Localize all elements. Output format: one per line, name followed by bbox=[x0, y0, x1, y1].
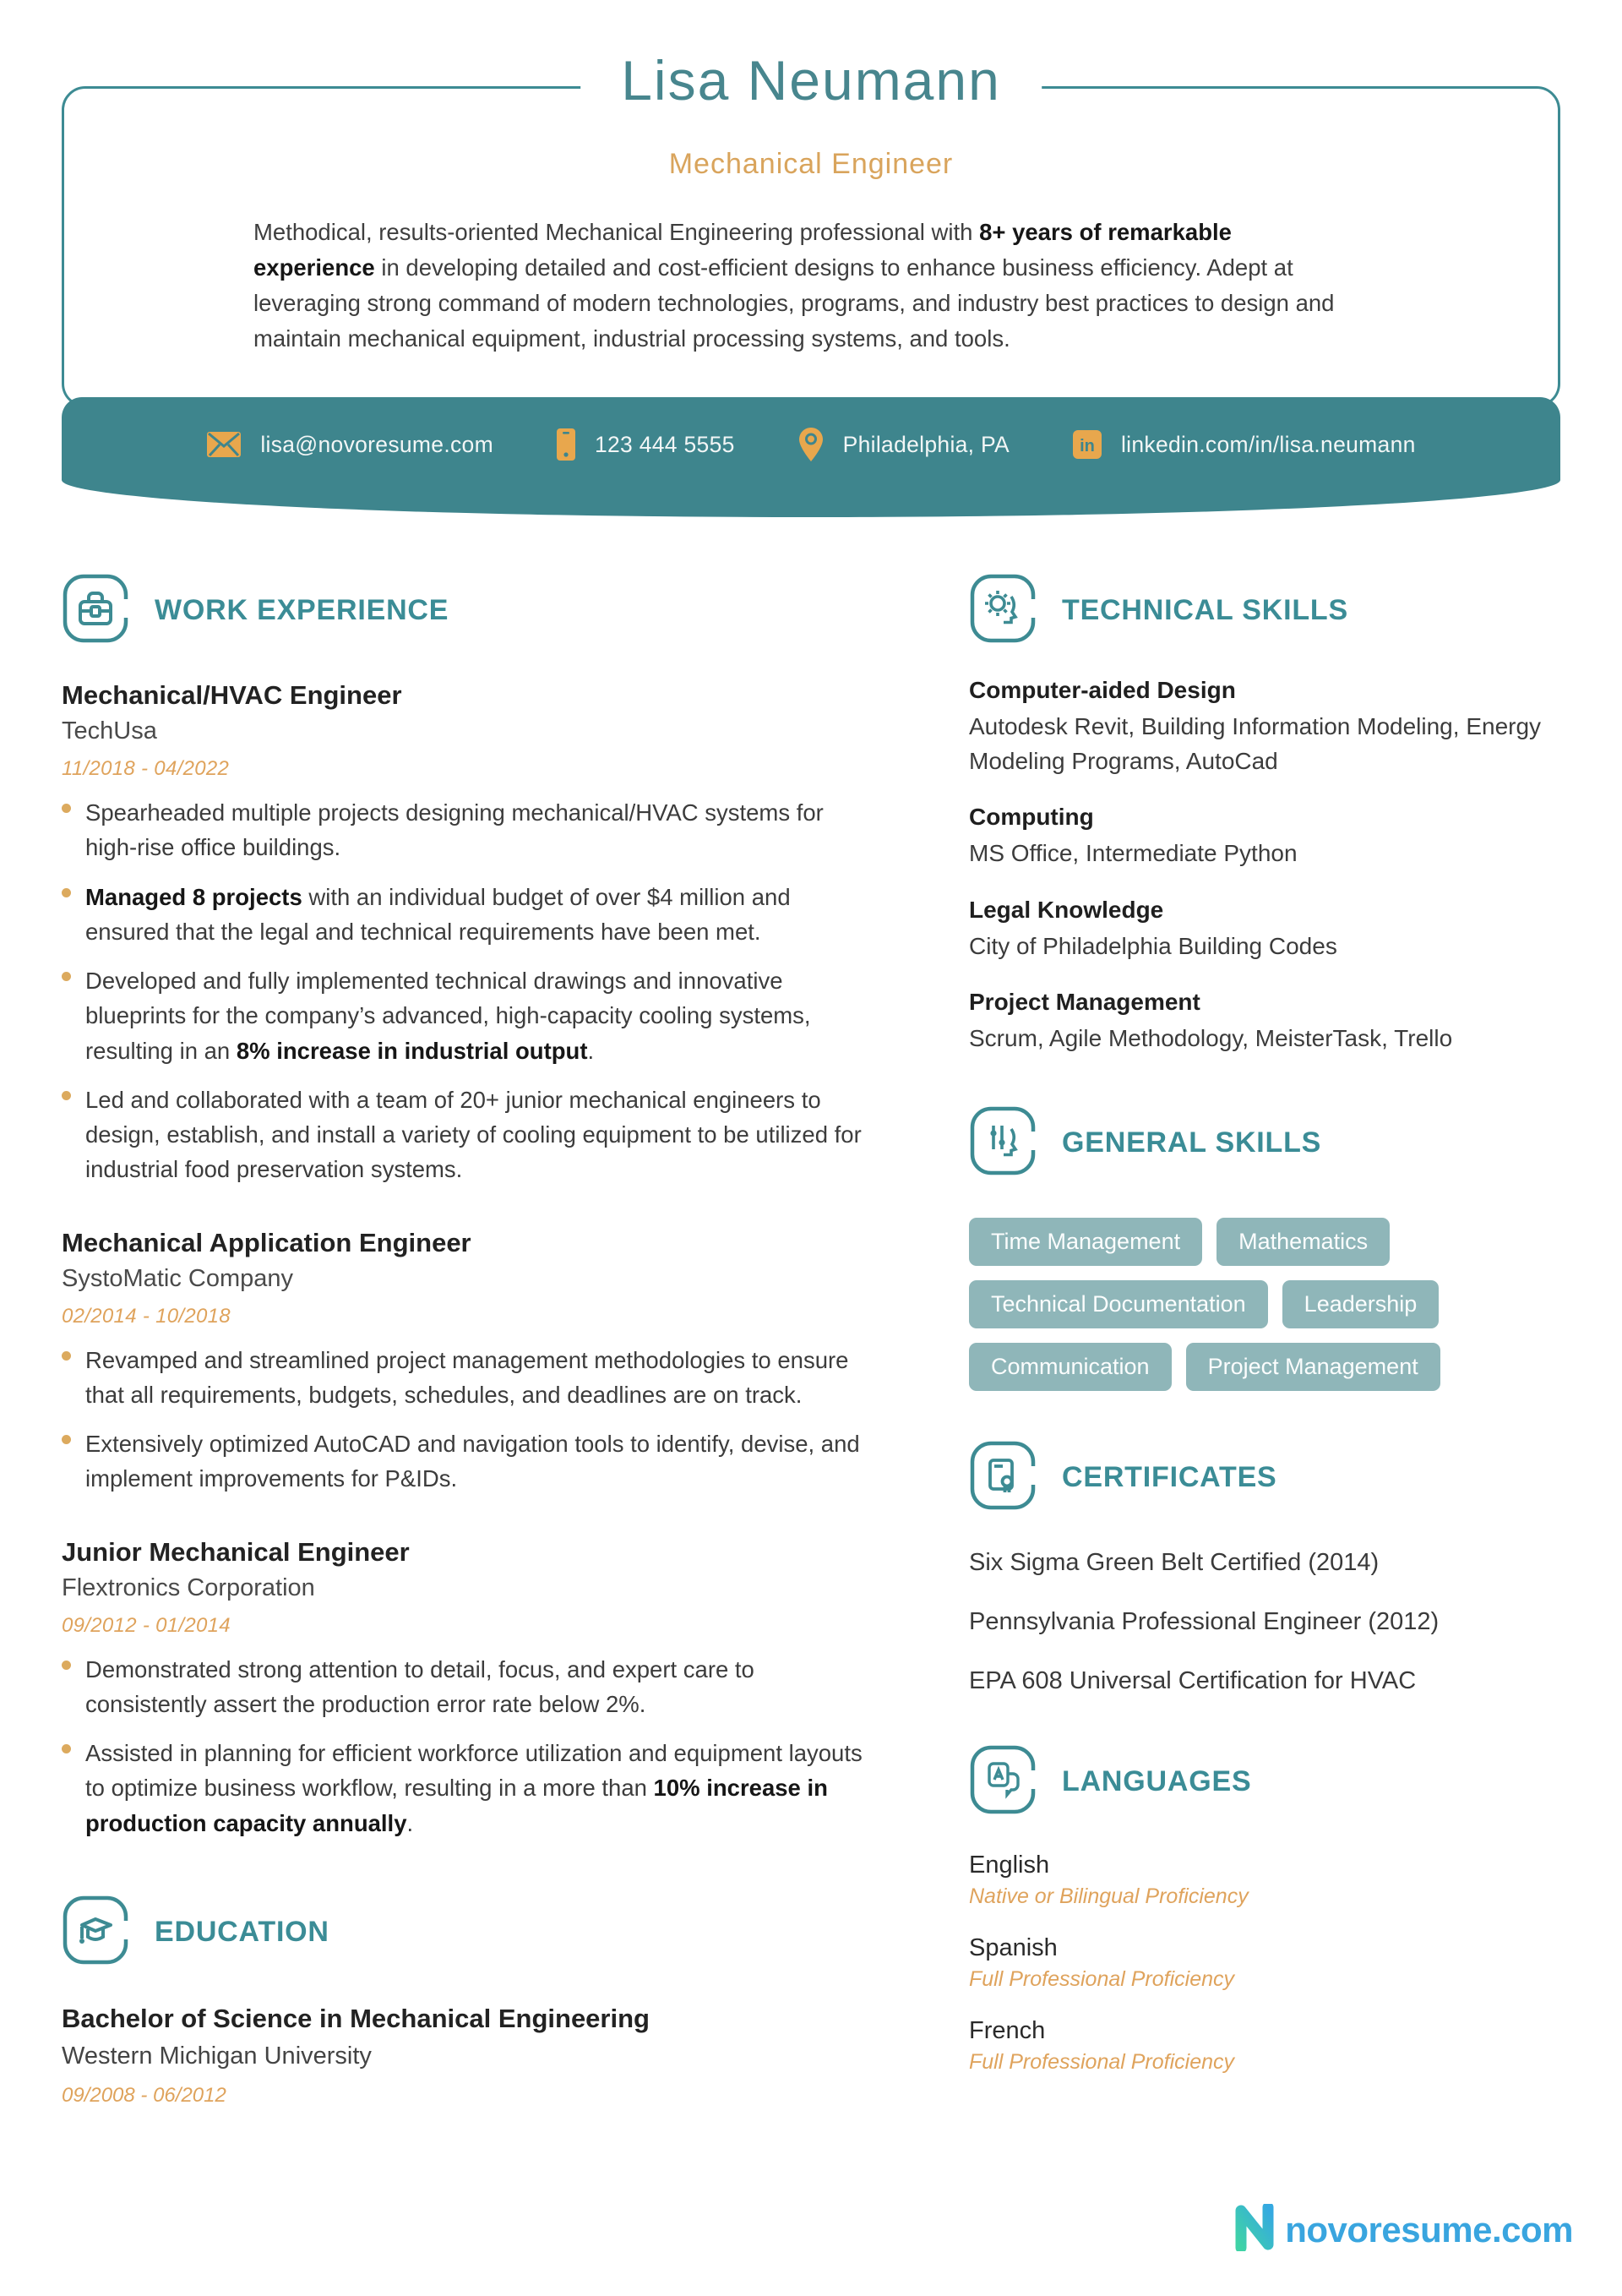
technical-skills-list bbox=[969, 677, 1560, 1056]
skill-group-items: City of Philadelphia Building Codes bbox=[969, 932, 1337, 959]
skill-group bbox=[969, 677, 1560, 778]
contact-location[interactable] bbox=[797, 427, 1010, 462]
contact-location-text: Philadelphia, PA bbox=[842, 431, 1010, 457]
translate-bubble-icon bbox=[969, 1744, 1037, 1819]
summary-paragraph: Methodical, results-oriented Mechanical Engineering professional with 8+ years of remarkable experience in developing detailed and cost-efficient designs to enhance business efficiency. Adept at leveraging strong command of modern technologies, programs, and industry best practices to design and maintain mechanical equipment, industrial processing systems, and tools. bbox=[253, 219, 1335, 352]
skill-tags bbox=[969, 1218, 1560, 1391]
technical-skills-header bbox=[969, 573, 1560, 648]
job-entry bbox=[62, 1228, 866, 1497]
technical-skills-title: TECHNICAL SKILLS bbox=[1062, 594, 1348, 626]
skill-tag: Time Management bbox=[969, 1218, 1202, 1266]
bullet-text: Led and collaborated with a team of 20+ junior mechanical engineers to design, establish, and install a variety of cooling equipment to be utilized for industrial food preservation systems. bbox=[85, 1086, 862, 1183]
contact-bar bbox=[62, 397, 1560, 517]
job-bullet bbox=[62, 880, 866, 950]
bullet-text: Spearheaded multiple projects designing mechanical/HVAC systems for high-rise office buildings. bbox=[85, 799, 824, 861]
education-school: Western Michigan University bbox=[62, 2042, 372, 2070]
skill-group bbox=[969, 897, 1560, 964]
header-card bbox=[62, 49, 1560, 407]
job-bullet-list bbox=[62, 1343, 866, 1497]
contact-email[interactable] bbox=[206, 431, 493, 458]
job-bullet bbox=[62, 795, 866, 865]
bullet-dot bbox=[62, 804, 71, 813]
novoresume-logo-icon bbox=[1233, 2204, 1276, 2255]
languages-section bbox=[969, 1744, 1560, 2075]
contact-linkedin[interactable] bbox=[1072, 429, 1416, 460]
language-level: Native or Bilingual Proficiency bbox=[969, 1884, 1249, 1908]
skill-group-items: Autodesk Revit, Building Information Modeling, Energy Modeling Programs, AutoCad bbox=[969, 713, 1542, 774]
job-entry bbox=[62, 680, 866, 1187]
job-entry bbox=[62, 1537, 866, 1841]
language-list bbox=[969, 1852, 1560, 2075]
name-wrap bbox=[580, 48, 1042, 112]
education-degree: Bachelor of Science in Mechanical Engineering bbox=[62, 2003, 650, 2033]
work-experience-title: WORK EXPERIENCE bbox=[155, 594, 449, 626]
bullet-text: Developed and fully implemented technical drawings and innovative blueprints for the company’s advanced, high-capacity cooling systems, resulting in an 8% increase in industrial output. bbox=[85, 968, 811, 1064]
bullet-dot bbox=[62, 1744, 71, 1753]
certificates-header bbox=[969, 1440, 1560, 1515]
education-header bbox=[62, 1895, 866, 1970]
skill-group-items: MS Office, Intermediate Python bbox=[969, 840, 1298, 867]
right-column bbox=[969, 573, 1560, 2108]
skill-group bbox=[969, 804, 1560, 871]
skill-group bbox=[969, 989, 1560, 1056]
location-pin-icon bbox=[797, 427, 825, 462]
contact-phone[interactable] bbox=[556, 428, 735, 461]
skill-group-items: Scrum, Agile Methodology, MeisterTask, Trello bbox=[969, 1025, 1453, 1052]
job-bullet bbox=[62, 963, 866, 1068]
certificate-list bbox=[969, 1549, 1560, 1695]
bullet-dot bbox=[62, 1091, 71, 1100]
certificate-item: Pennsylvania Professional Engineer (2012) bbox=[969, 1607, 1440, 1635]
job-title: Mechanical Application Engineer bbox=[62, 1227, 471, 1257]
language-item bbox=[969, 2017, 1560, 2075]
job-bullet-list bbox=[62, 795, 866, 1187]
education-section bbox=[62, 1895, 866, 2108]
person-name: Lisa Neumann bbox=[621, 49, 1001, 112]
person-job-title: Mechanical Engineer bbox=[668, 148, 954, 180]
skill-tag: Project Management bbox=[1186, 1343, 1440, 1391]
job-company: SystoMatic Company bbox=[62, 1264, 293, 1292]
language-name: French bbox=[969, 2016, 1046, 2044]
bullet-dot bbox=[62, 1351, 71, 1361]
skill-group-label: Computing bbox=[969, 804, 1094, 831]
job-title: Junior Mechanical Engineer bbox=[62, 1536, 410, 1567]
head-sliders-icon bbox=[969, 1105, 1037, 1181]
linkedin-icon bbox=[1072, 429, 1102, 460]
job-bullet bbox=[62, 1083, 866, 1187]
bullet-dot bbox=[62, 1435, 71, 1444]
left-column bbox=[62, 573, 866, 2108]
contact-linkedin-text: linkedin.com/in/lisa.neumann bbox=[1120, 431, 1416, 457]
job-title: Mechanical/HVAC Engineer bbox=[62, 680, 402, 710]
language-level: Full Professional Proficiency bbox=[969, 2049, 1235, 2074]
certificate-item: EPA 608 Universal Certification for HVAC bbox=[969, 1666, 1417, 1694]
bullet-dot bbox=[62, 1661, 71, 1670]
general-skills-header bbox=[969, 1105, 1560, 1181]
general-skills-title: GENERAL SKILLS bbox=[1062, 1126, 1322, 1159]
certificates-section bbox=[969, 1440, 1560, 1695]
job-dates: 02/2014 - 10/2018 bbox=[62, 1304, 231, 1328]
languages-header bbox=[969, 1744, 1560, 1819]
skill-group-label: Computer-aided Design bbox=[969, 677, 1236, 703]
bullet-text: Extensively optimized AutoCAD and navigation tools to identify, devise, and implement improvements for P&IDs. bbox=[85, 1431, 860, 1492]
skill-tag: Leadership bbox=[1282, 1280, 1440, 1328]
skill-tag: Mathematics bbox=[1216, 1218, 1390, 1266]
languages-title: LANGUAGES bbox=[1062, 1764, 1252, 1797]
contact-email-text: lisa@novoresume.com bbox=[260, 431, 493, 457]
language-name: English bbox=[969, 1851, 1050, 1879]
language-item bbox=[969, 1852, 1560, 1909]
bullet-text: Assisted in planning for efficient workforce utilization and equipment layouts to optimize business workflow, resulting in a more than 10% increase in production capacity annually. bbox=[85, 1740, 863, 1836]
language-name: Spanish bbox=[969, 1933, 1058, 1961]
skill-tag: Communication bbox=[969, 1343, 1172, 1391]
job-company: TechUsa bbox=[62, 717, 157, 744]
language-level: Full Professional Proficiency bbox=[969, 1966, 1235, 1991]
job-list bbox=[62, 680, 866, 1841]
skill-group-label: Project Management bbox=[969, 989, 1200, 1016]
svg-text:in: in bbox=[1080, 437, 1095, 455]
job-bullet bbox=[62, 1426, 866, 1497]
skill-group-label: Legal Knowledge bbox=[969, 896, 1164, 923]
job-bullet bbox=[62, 1736, 866, 1841]
main-columns bbox=[0, 517, 1622, 2108]
phone-icon bbox=[556, 428, 576, 461]
footer-brand-text: novoresume.com bbox=[1285, 2209, 1573, 2250]
job-bullet-list bbox=[62, 1652, 866, 1841]
job-dates: 09/2012 - 01/2014 bbox=[62, 1613, 231, 1637]
education-dates: 09/2008 - 06/2012 bbox=[62, 2083, 226, 2107]
education-title: EDUCATION bbox=[155, 1915, 329, 1948]
footer-brand[interactable] bbox=[1233, 2204, 1573, 2255]
skill-tag: Technical Documentation bbox=[969, 1280, 1268, 1328]
certificate-item: Six Sigma Green Belt Certified (2014) bbox=[969, 1548, 1380, 1576]
briefcase-icon bbox=[62, 573, 129, 648]
email-icon bbox=[206, 431, 242, 458]
job-bullet bbox=[62, 1652, 866, 1722]
bullet-dot bbox=[62, 972, 71, 981]
language-item bbox=[969, 1934, 1560, 1992]
bullet-dot bbox=[62, 888, 71, 897]
graduation-cap-icon bbox=[62, 1895, 129, 1970]
job-dates: 11/2018 - 04/2022 bbox=[62, 757, 230, 780]
job-company: Flextronics Corporation bbox=[62, 1573, 315, 1601]
bullet-text: Demonstrated strong attention to detail, focus, and expert care to consistently assert the production error rate below 2%. bbox=[85, 1655, 754, 1717]
work-experience-header bbox=[62, 573, 866, 648]
head-gear-icon bbox=[969, 573, 1037, 648]
contact-phone-text: 123 444 5555 bbox=[594, 431, 735, 457]
certificate-icon bbox=[969, 1440, 1037, 1515]
general-skills-section bbox=[969, 1105, 1560, 1391]
bullet-text: Managed 8 projects with an individual budget of over $4 million and ensured that the legal and technical requirements have been met. bbox=[85, 883, 791, 945]
certificates-title: CERTIFICATES bbox=[1062, 1460, 1277, 1493]
job-bullet bbox=[62, 1343, 866, 1413]
bullet-text: Revamped and streamlined project management methodologies to ensure that all requirements, budgets, schedules, and deadlines are on track. bbox=[85, 1346, 849, 1408]
